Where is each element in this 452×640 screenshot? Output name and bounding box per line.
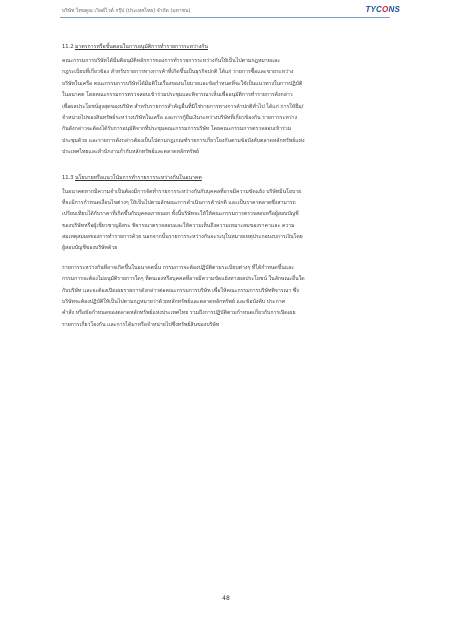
text-line: กรรมการจะต้องไม่อนุมัติรายการใดๆ ที่ตนเองหรือบุคคลที่อาจมีความขัดแย้งทางผลประโยชน์ ในลักษณะอื่นใด (62, 276, 305, 283)
text-line: คำสั่ง หรือข้อกำหนดของตลาดหลักทรัพย์แห่งประเทศไทย รวมถึงการปฏิบัติตามกำหนดเกี่ยวกับการเปิดเผย (62, 310, 296, 317)
text-line: เพื่อผลประโยชน์สูงสุดของบริษัท สำหรับรายการสำคัญอื่นที่มิใช่รายการทางการค้าปกติทั่วไป ได้แก่ การให้ยืม/ (62, 103, 304, 110)
text-line: สมเหตุสมผลของการทำรายการด้วย นอกจากนั้นรายการระหว่างกันจะระบุในหมายเหตุประกอบงบการเงินโดย (62, 234, 303, 241)
section-approval-measures (62, 42, 394, 159)
text-line: รายการเกี่ยวโยงกัน และการได้มาหรือจำหน่ายไปซึ่งทรัพย์สินของบริษัท (62, 321, 220, 328)
text-line: กันดังกล่าวจะต้องได้รับการอนุมัติจากที่ประชุมคณะกรรมการบริษัท โดยคณะกรรมการตรวจสอบเข้าร่วม (62, 126, 292, 133)
text-line: กับบริษัท และจะต้องเปิดเผยรายการดังกล่าวต่อคณะกรรมการบริษัท เพื่อให้คณะกรรมการบริษัทพิจารณา ซึ่ง (62, 287, 299, 294)
text-line: กฎระเบียบที่เกี่ยวข้อง สำหรับรายการทางการค้าที่เกิดขึ้นเป็นธุรกิจปกติ ได้แก่ รายการซื้อและขายระหว่าง (62, 69, 294, 76)
text-line: ประชุมด้วย และรายการดังกล่าวต้องเป็นไปตามกฎเกณฑ์รายการเกี่ยวโยงกันตามข้อบังคับตลาดหลักทรัพย์แห่ง (62, 137, 305, 144)
section-title: นโยบายหรือแนวโน้มการทำรายการระหว่างกันในอนาคต (75, 174, 202, 181)
page-number: 48 (222, 595, 230, 602)
paragraph (62, 56, 394, 159)
text-line: เปรียบเทียบได้กับราคาที่เกิดขึ้นกับบุคคลภายนอก ทั้งนี้บริษัทจะให้ให้คณะกรรมการตรวจสอบหรือผู้สอบบัญชี (62, 211, 299, 218)
text-line: ในอนาคต โดยคณะกรรมการตรวจสอบเข้าร่วมประชุมและพิจารณาเห็นเพื่ออนุมัติการทำรายการดังกล่าว (62, 92, 293, 99)
text-line: บริษัทในเครือ คณะกรรมการบริษัทได้มีมติในเรื่องของนโยบายและข้อกำหนดที่จะใช้เป็นแนวทางในการปฏิบัติ (62, 80, 303, 87)
text-line: ที่จะมีการกำหนดเงื่อนไขต่างๆ ให้เป็นไปตามลักษณะการดำเนินการค้าปกติ และเป็นราคาตลาดซึ่งสามารถ (62, 199, 296, 206)
text-line: คณะกรรมการบริษัทได้มีมติอนุมัติหลักการของการทำรายการระหว่างกันให้เป็นไปตามกฎหมายและ (62, 58, 281, 64)
page-footer (0, 585, 452, 604)
section-future-policy (62, 173, 394, 332)
company-logo: TYCONS (365, 5, 400, 14)
text-line: ผู้สอบบัญชีของบริษัทด้วย (62, 245, 118, 252)
text-line: บริษัทจะต้องปฏิบัติให้เป็นไปตามกฎหมายว่าด้วยหลักทรัพย์และตลาดหลักทรัพย์ และข้อบังคับ ประกาศ (62, 299, 285, 306)
section-heading (62, 173, 394, 184)
section-title: มาตรการหรือขั้นตอนในการอนุมัติการทำรายการระหว่างกัน (75, 44, 208, 50)
header-company-name: บริษัท ไทยคูณ เวิลด์ไวด์ กรุ๊ป (ประเทศไทย) จำกัด (มหาชน) (62, 8, 191, 14)
header-divider (60, 17, 390, 18)
section-number: 11.3 (62, 174, 74, 181)
text-line: จำหน่ายไปของสินทรัพย์ระหว่างบริษัทในเครือ และการกู้ยืมเงินระหว่างบริษัทที่เกี่ยวข้องกัน รายการระหว่าง (62, 114, 298, 121)
paragraph (62, 187, 394, 255)
page-header (0, 0, 452, 24)
text-line: รายการระหว่างกันที่อาจเกิดขึ้นในอนาคตนั้น กรรมการจะต้องปฏิบัติตามระเบียบต่างๆ ที่ได้กำหนดขึ้นและ (62, 264, 295, 271)
text-line: ในอนาคตหากมีความจำเป็นต้องมีการจัดทำรายการระหว่างกันกับบุคคลที่อาจมีความขัดแย้ง บริษัทมีนโยบาย (62, 188, 302, 195)
text-line: ของบริษัทหรือผู้เชี่ยวชาญอิสระ พิจารณาตรวจสอบและให้ความเห็นถึงความเหมาะสมของราคาและ ความ (62, 222, 295, 229)
section-number: 11.2 (62, 44, 74, 50)
text-line: ประเทศไทยและสำนักงานกำกับหลักทรัพย์และตลาดหลักทรัพย์ (62, 149, 199, 156)
document-body (62, 42, 394, 345)
paragraph (62, 263, 394, 331)
section-heading (62, 42, 394, 53)
